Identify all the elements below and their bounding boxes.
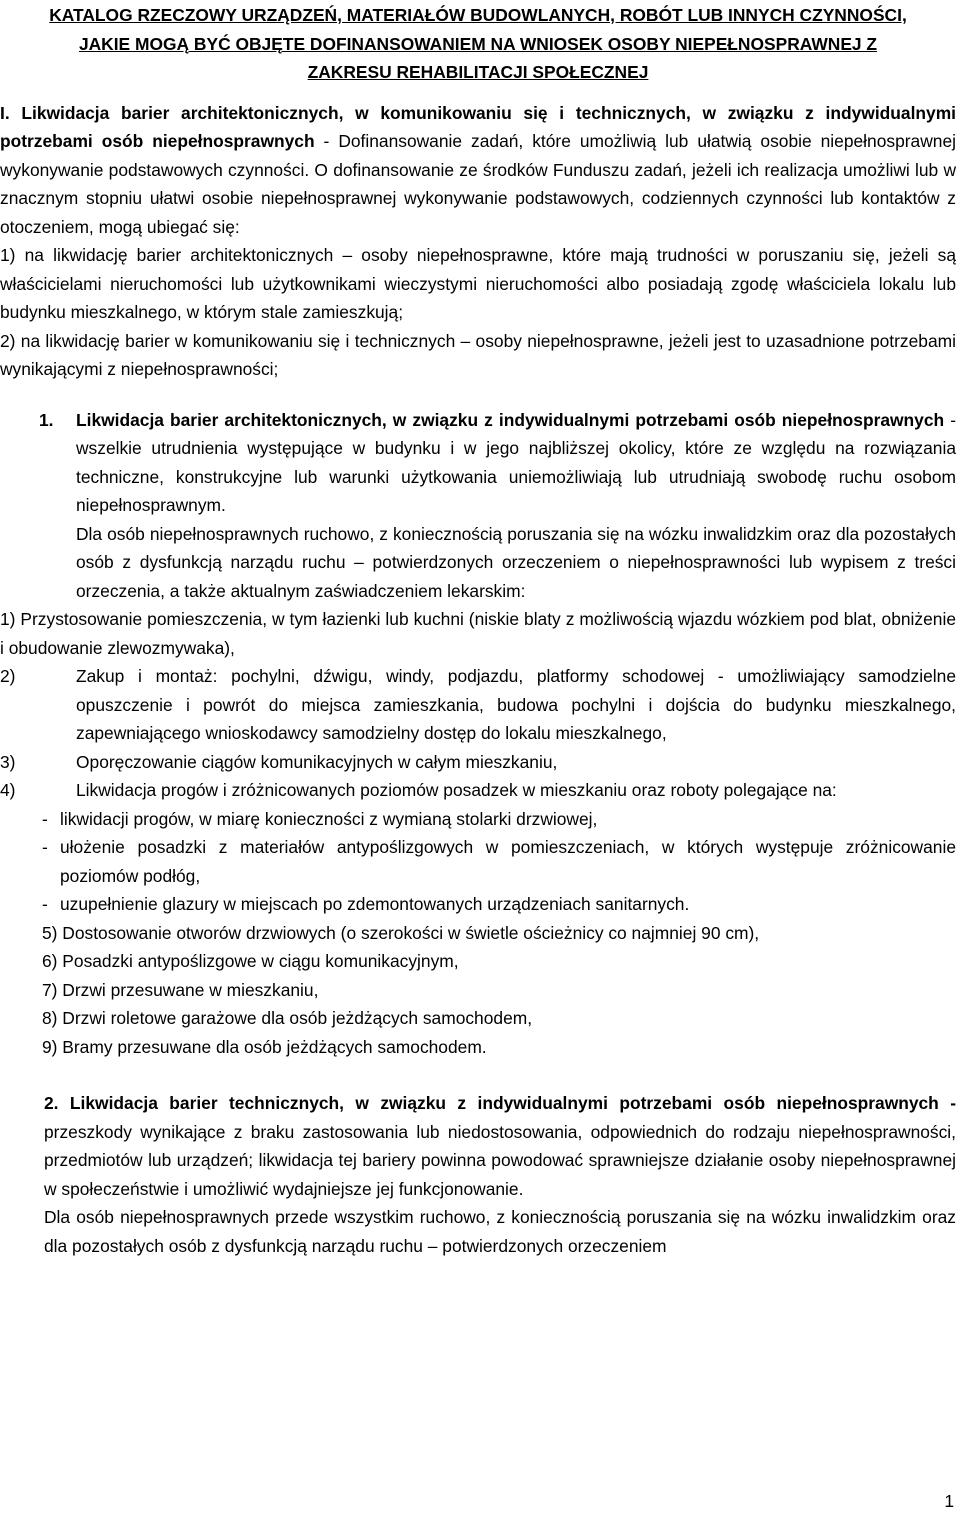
section-1-dash-1 [42,805,956,834]
intro-paragraph [0,99,956,242]
dash-3-text: uzupełnienie glazury w miejscach po zdemontowanych urządzeniach sanitarnych. [60,894,690,914]
section-1-definition [76,406,956,520]
dash-1-text: likwidacji progów, w miarę konieczności z wymianą stolarki drzwiowej, [60,808,598,829]
intro-point-1: 1) na likwidację barier architektonicznych – osoby niepełnosprawne, które mają trudności w poruszaniu się, jeżeli są właścicielami nieruchomości lub użytkownikami wieczystymi nieruchomości albo posiadają zgodę właściciela lokalu lub budynku mieszkalnego, w którym stale zamieszkują; [0,245,956,322]
title-line-3: ZAKRESU REHABILITACJI SPOŁECZNEJ [307,62,649,82]
intro-text: - Dofinansowanie zadań, które umożliwią lub ułatwią osobie niepełnosprawnej wykonywanie podstawowych czynności. O dofinansowanie ze środków Funduszu zadań, jeżeli ich realizacja umożliwi lub w znacznym stopniu ułatwi osobie niepełnosprawnej wykonywanie podstawowych, codziennych czynności lub kontaktów z otoczeniem, mogą ubiegać się: [0,131,956,237]
section-1-item-6: 6) Posadzki antypoślizgowe w ciągu komunikacyjnym, [42,951,459,971]
title-line-1: KATALOG RZECZOWY URZĄDZEŃ, MATERIAŁÓW BUDOWLANYCH, ROBÓT LUB INNYCH CZYNNOŚCI, [49,5,907,25]
section-1-dash-2 [42,833,956,890]
section-1-item-8: 8) Drzwi roletowe garażowe dla osób jeżdżących samochodem, [42,1008,533,1028]
section-1-heading: Likwidacja barier architektonicznych, w związku z indywidualnymi potrzebami osób niepełnosprawnych [76,409,945,430]
intro-heading: I. Likwidacja barier architektonicznych, w komunikowaniu się i technicznych, w związku z indywidualnymi potrzebami osób niepełnosprawnych [0,102,956,151]
section-1-heading-block [0,406,956,606]
dash-marker: - [42,837,48,857]
dash-marker: - [42,808,48,829]
item-4-text: Likwidacja progów i zróżnicowanych poziomów posadzek w mieszkaniu oraz roboty polegające na: [76,780,837,800]
section-1-item-1: 1) Przystosowanie pomieszczenia, w tym łazienki lub kuchni (niskie blaty z możliwością wjazdu wózkiem pod blat, obniżenie i obudowanie zlewozmywaka), [0,609,956,658]
section-1-definition-text: - wszelkie utrudnienia występujące w budynku i w jego najbliższej okolicy, które ze względu na rozwiązania techniczne, konstrukcyjne lub warunki użytkowania uniemożliwiają lub utrudniają swobodę ruchu osobom niepełnosprawnym. [76,409,956,515]
section-1-item-5: 5) Dostosowanie otworów drzwiowych (o szerokości w świetle ościeżnicy co najmniej 90 cm), [42,922,760,943]
section-2-eligibility: Dla osób niepełnosprawnych przede wszystkim ruchowo, z koniecznością poruszania się na wózku inwalidzkim oraz dla pozostałych osób z dysfunkcją narządu ruchu – potwierdzonych orzeczeniem [44,1207,956,1256]
section-1-item-3 [0,748,956,777]
item-3-marker: 3) [0,751,16,772]
dash-2-text: ułożenie posadzki z materiałów antypoślizgowych w pomieszczeniach, w których występuje zróżnicowanie poziomów podłóg, [60,837,956,886]
section-1-item-2 [0,662,956,748]
section-1-item-7: 7) Drzwi przesuwane w mieszkaniu, [42,979,319,1000]
section-1-body [76,406,956,606]
section-1-item-9: 9) Bramy przesuwane dla osób jeżdżących samochodem. [42,1036,487,1057]
section-2 [44,1089,956,1260]
title-line-2: JAKIE MOGĄ BYĆ OBJĘTE DOFINANSOWANIEM NA WNIOSEK OSOBY NIEPEŁNOSPRAWNEJ Z [78,33,878,54]
section-1-eligibility: Dla osób niepełnosprawnych ruchowo, z koniecznością poruszania się na wózku inwalidzkim oraz dla pozostałych osób z dysfunkcją narządu ruchu – potwierdzonych orzeczeniem o niepełnosprawności lub wypisem z treści orzeczenia, a także aktualnym zaświadczeniem lekarskim: [76,523,956,601]
document-title [0,1,956,87]
section-1-item-4 [0,776,956,805]
item-3-text: Oporęczowanie ciągów komunikacyjnych w całym mieszkaniu, [76,751,558,772]
dash-marker: - [42,894,48,914]
section-2-definition-text: przeszkody wynikające z braku zastosowania lub niedostosowania, odpowiednich do rodzaju niepełnosprawności, przedmiotów lub urządzeń; likwidacja tej bariery powinna powodować sprawniejsze działanie osoby niepełnosprawnej w społeczeństwie i umożliwić wydajniejsze jej funkcjonowanie. [44,1121,956,1199]
page-number: 1 [944,1491,954,1511]
section-1-number: 1. [39,409,54,430]
section-2-heading: Likwidacja barier technicznych, w związku z indywidualnymi potrzebami osób niepełnosprawnych - [69,1093,956,1113]
intro-point-2: 2) na likwidację barier w komunikowaniu się i technicznych – osoby niepełnosprawne, jeżeli jest to uzasadnione potrzebami wynikającymi z niepełnosprawności; [0,330,956,379]
section-2-number: 2. [44,1093,59,1113]
item-4-marker: 4) [0,780,16,800]
section-1-dash-3 [42,890,956,919]
intro-section [0,99,956,384]
section-2-definition [44,1089,956,1203]
item-2-text: Zakup i montaż: pochylni, dźwigu, windy, podjazdu, platformy schodowej - umożliwiający samodzielne opuszczenie i powrót do miejsca zamieszkania, budowa pochylni i dojścia do budynku mieszkalnego, zapewniającego wnioskodawcy samodzielny dostęp do lokalu mieszkalnego, [76,666,956,743]
item-2-marker: 2) [0,666,16,686]
